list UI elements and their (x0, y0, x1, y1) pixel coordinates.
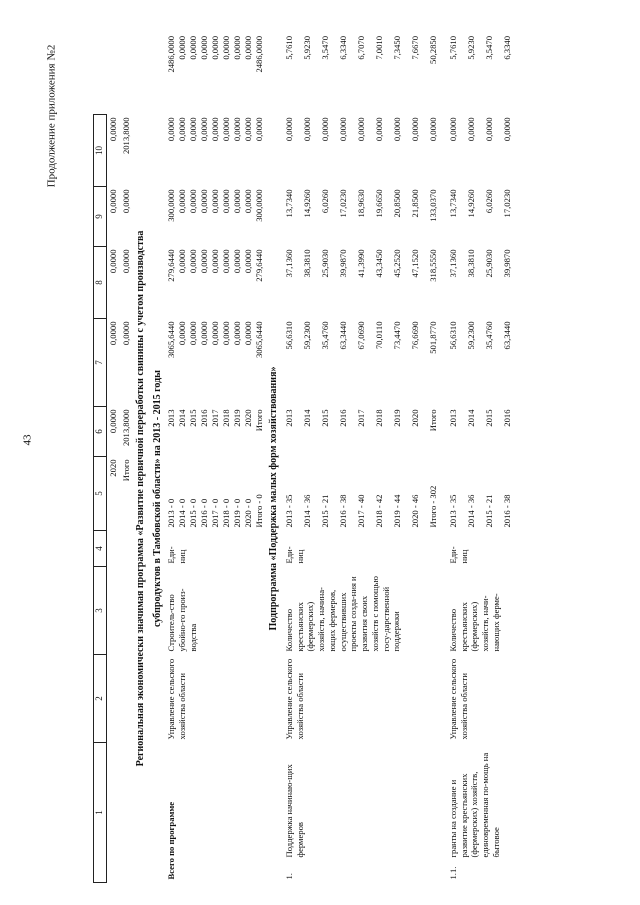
list-value: 0,0000 (199, 249, 210, 274)
table-row (447, 33, 521, 883)
list-value: 0,0000 (409, 117, 420, 142)
list-value: 0,0000 (337, 117, 348, 142)
list-value: 2019 - 0 (232, 498, 243, 528)
list-value: 0,0000 (199, 189, 210, 214)
list-value: 0,0000 (221, 321, 232, 346)
list-value: 6,3340 (501, 36, 512, 60)
list-value: Итого (254, 409, 265, 432)
list-value: 2013 - 35 (283, 494, 294, 528)
list-value: 21,8500 (409, 189, 420, 218)
list-value: 0,0000 (188, 249, 199, 274)
list-value: 0,0000 (221, 189, 232, 214)
list-value: 59,2300 (301, 321, 312, 350)
value-cell: 0,0000 (120, 249, 131, 274)
list-value: 300,0000 (166, 189, 177, 222)
list-value: 0,0000 (210, 36, 221, 60)
list-value: 5,9230 (301, 36, 312, 60)
unit: Еди-ниц (447, 546, 469, 564)
value-list (283, 115, 447, 187)
list-value: 0,0000 (391, 117, 402, 142)
list-value: 2018 - 0 (221, 498, 232, 528)
row-name: Поддержка начинаю-щих фермеров (283, 764, 305, 858)
list-value: 0,0000 (355, 117, 366, 142)
list-value: 0,0000 (232, 249, 243, 274)
list-value: 14,9260 (465, 189, 476, 218)
list-value: 279,6440 (254, 249, 265, 282)
list-value: 0,0000 (243, 117, 254, 142)
indicator-name: Количество крестьянских (фермерских) хозяйств, начина-ющих фермеров, осуществивших проекты созда-ния и развития своих хозяйств с помощью госу-дарственной поддержки (283, 576, 402, 652)
indicator-name: Строитель-ство убойно-го произ-водства (166, 588, 198, 652)
list-value: 0,0000 (199, 321, 210, 346)
list-value: 0,0000 (166, 117, 177, 142)
list-value: 2486,0000 (254, 36, 265, 73)
list-value: 2016 - 38 (501, 494, 512, 528)
list-value: 0,0000 (221, 117, 232, 142)
list-value: 2013 - 35 (447, 494, 458, 528)
list-value: 43,3450 (373, 249, 384, 278)
list-value: 2014 - 36 (465, 494, 476, 528)
list-value: 17,0230 (501, 189, 512, 218)
list-value: 2014 (301, 409, 312, 427)
list-value: Итого (427, 409, 438, 432)
responsible-org: Управление сельского хозяйства области (283, 658, 305, 740)
list-value: 0,0000 (373, 117, 384, 142)
list-value: 0,0000 (210, 189, 221, 214)
list-value: 18,9630 (355, 189, 366, 218)
header-cell: 3 (94, 567, 107, 655)
header-cell: 10 (94, 115, 107, 187)
value-list (165, 247, 266, 319)
list-value: 2017 - 40 (355, 494, 366, 528)
list-value: 2015 - 0 (188, 498, 199, 528)
list-value: 0,0000 (447, 117, 458, 142)
unit: Еди-ниц (166, 546, 188, 564)
value-cell: 0,0000 (108, 249, 118, 274)
list-value: 2014 (177, 409, 188, 427)
row-number: 1. (283, 873, 294, 880)
list-value: 39,9870 (337, 249, 348, 278)
list-value: 0,0000 (501, 117, 512, 142)
list-value: 2016 (337, 409, 348, 427)
subprogram-title: Подпрограмма «Поддержка малых форм хозяйствования» (268, 366, 280, 631)
table-row (283, 33, 447, 883)
list-value: 7,3450 (391, 36, 402, 60)
list-value: 0,0000 (177, 249, 188, 274)
year-list (283, 407, 447, 457)
list-value: 2017 (210, 409, 221, 427)
list-value: 2019 (232, 409, 243, 427)
row-number: 1.1. (447, 866, 458, 880)
header-cell: 2 (94, 655, 107, 743)
indicator-values (447, 457, 521, 531)
row-name: Всего по программе (166, 801, 177, 880)
list-value: 6,0260 (483, 189, 494, 214)
list-value: 76,6690 (409, 321, 420, 350)
top-year-row (107, 33, 120, 883)
year-cell: 2020 (108, 459, 118, 477)
list-value: 0,0000 (199, 36, 210, 60)
header-cell: 1 (94, 743, 107, 883)
list-value: 67,0690 (355, 321, 366, 350)
list-value: 2013 - 0 (166, 498, 177, 528)
list-value: 20,8500 (391, 189, 402, 218)
list-value: 2017 - 0 (210, 498, 221, 528)
responsible-org: Управление сельского хозяйства области (166, 658, 188, 740)
list-value: 50,2850 (427, 36, 438, 64)
list-value: 0,0000 (188, 117, 199, 142)
list-value: 2018 - 42 (373, 494, 384, 528)
value-list (447, 115, 521, 187)
list-value: 2020 (243, 409, 254, 427)
list-value: 2016 - 0 (199, 498, 210, 528)
list-value: 501,8770 (427, 321, 438, 354)
list-value: 13,7340 (283, 189, 294, 218)
list-value: 37,1360 (283, 249, 294, 278)
list-value: 0,0000 (177, 36, 188, 60)
list-value: 0,0000 (243, 36, 254, 60)
list-value: 0,0000 (210, 117, 221, 142)
total-list (283, 319, 447, 407)
header-cell: 7 (94, 319, 107, 407)
list-value: 2016 (501, 409, 512, 427)
list-value: 6,7070 (355, 36, 366, 60)
top-total-row (120, 33, 133, 883)
total-cell: 2013,8000 (120, 409, 131, 447)
header-cell: 5 (94, 457, 107, 531)
table-row (165, 33, 266, 883)
rotated-table-page (93, 33, 613, 883)
list-value: 0,0000 (254, 117, 265, 142)
list-value: 2020 - 0 (243, 498, 254, 528)
list-value: 2013 (283, 409, 294, 427)
list-value: 3,5470 (483, 36, 494, 60)
value-cell: 0,0000 (120, 321, 131, 346)
row-name: гранты на создание и развитие крестьянских (фермерских) хозяйств, единовременная по-мощь на бытовое (447, 752, 501, 858)
list-value: 2013 (166, 409, 177, 427)
list-value: Итого - 302 (427, 485, 438, 528)
header-cell: 9 (94, 187, 107, 247)
list-value: 0,0000 (232, 117, 243, 142)
list-value: 2015 (188, 409, 199, 427)
appendix-continuation: Продолжение приложения №2 (45, 44, 58, 188)
list-value: 0,0000 (232, 36, 243, 60)
list-value: 318,5550 (427, 249, 438, 282)
list-value: 0,0000 (301, 117, 312, 142)
list-value: 70,0110 (373, 321, 384, 350)
list-value: 0,0000 (177, 189, 188, 214)
list-value: 56,6310 (283, 321, 294, 350)
list-value: 37,1360 (447, 249, 458, 278)
list-value: 5,7610 (283, 36, 294, 60)
list-value: 0,0000 (283, 117, 294, 142)
indicator-values (283, 457, 447, 531)
list-value: 19,6650 (373, 189, 384, 218)
list-value: 0,0000 (243, 189, 254, 214)
list-value: 133,0370 (427, 189, 438, 222)
value-cell: 2013,8000 (120, 117, 131, 155)
total-cell: 0,0000 (108, 409, 118, 434)
list-value: 2018 (373, 409, 384, 427)
list-value: 2018 (221, 409, 232, 427)
list-value: 14,9260 (301, 189, 312, 218)
subprogram-title-row (266, 33, 283, 883)
list-value: 3065,6440 (166, 321, 177, 359)
total-list (447, 319, 521, 407)
list-value: 2014 - 0 (177, 498, 188, 528)
list-value: 2016 (199, 409, 210, 427)
list-value: 0,0000 (465, 117, 476, 142)
list-value: 6,3340 (337, 36, 348, 60)
column-number-row (94, 33, 107, 883)
list-value: 2014 (465, 409, 476, 427)
header-cell: 8 (94, 247, 107, 319)
list-value: 7,6670 (409, 36, 420, 60)
value-list (165, 187, 266, 247)
unit: Еди-ниц (283, 546, 305, 564)
list-value: 2020 (409, 409, 420, 427)
list-value: 0,0000 (483, 117, 494, 142)
list-value: 2014 - 36 (301, 494, 312, 528)
list-value: 38,3810 (465, 249, 476, 278)
list-value: 2019 (391, 409, 402, 427)
list-value: Итого - 0 (254, 494, 265, 528)
program-title: Региональная экономически значимая программа «Развитие первичной переработки свинины с учетом производства (135, 230, 147, 767)
year-cell: Итого (120, 459, 131, 482)
list-value: 0,0000 (210, 249, 221, 274)
program-title-row-2 (149, 33, 166, 883)
list-value: 0,0000 (199, 117, 210, 142)
program-title-row (132, 33, 149, 883)
value-list (447, 33, 521, 115)
list-value: 300,0000 (254, 189, 265, 222)
list-value: 0,0000 (188, 36, 199, 60)
total-list (165, 319, 266, 407)
list-value: 56,6310 (447, 321, 458, 350)
header-cell: 6 (94, 407, 107, 457)
list-value: 0,0000 (188, 321, 199, 346)
list-value: 0,0000 (232, 189, 243, 214)
value-cell: 0,0000 (120, 189, 131, 214)
program-title-2: субпродуктов в Тамбовской области» на 2013 - 2015 годы (151, 370, 163, 628)
value-list (283, 33, 447, 115)
value-list (447, 247, 521, 319)
list-value: 2015 (483, 409, 494, 427)
list-value: 47,1520 (409, 249, 420, 278)
list-value: 0,0000 (210, 321, 221, 346)
list-value: 41,3990 (355, 249, 366, 278)
list-value: 2015 - 21 (319, 494, 330, 528)
list-value: 73,4470 (391, 321, 402, 350)
list-value: 2013 (447, 409, 458, 427)
responsible-org: Управление сельского хозяйства области (447, 658, 469, 740)
list-value: 0,0000 (232, 321, 243, 346)
list-value: 3065,6440 (254, 321, 265, 359)
indicator-values (165, 457, 266, 531)
year-list (165, 407, 266, 457)
list-value: 0,0000 (188, 189, 199, 214)
year-list (447, 407, 521, 457)
value-list (165, 33, 266, 115)
list-value: 5,9230 (465, 36, 476, 60)
list-value: 2017 (355, 409, 366, 427)
list-value: 2020 - 46 (409, 494, 420, 528)
value-cell: 0,0000 (108, 189, 118, 214)
list-value: 0,0000 (319, 117, 330, 142)
list-value: 2015 (319, 409, 330, 427)
list-value: 0,0000 (221, 249, 232, 274)
list-value: 63,3440 (337, 321, 348, 350)
list-value: 7,0010 (373, 36, 384, 60)
value-list (283, 187, 447, 247)
list-value: 2486,0000 (166, 36, 177, 73)
list-value: 59,2300 (465, 321, 476, 350)
value-cell: 0,0000 (108, 117, 118, 142)
list-value: 13,7340 (447, 189, 458, 218)
list-value: 39,9870 (501, 249, 512, 278)
list-value: 0,0000 (177, 117, 188, 142)
list-value: 2019 - 44 (391, 494, 402, 528)
value-list (283, 247, 447, 319)
list-value: 5,7610 (447, 36, 458, 60)
list-value: 63,3440 (501, 321, 512, 350)
list-value: 6,0260 (319, 189, 330, 214)
page-number: 43 (21, 434, 34, 446)
list-value: 0,0000 (243, 249, 254, 274)
value-list (165, 115, 266, 187)
list-value: 25,9030 (483, 249, 494, 278)
list-value: 0,0000 (427, 117, 438, 142)
list-value: 45,2520 (391, 249, 402, 278)
program-table (93, 33, 521, 883)
list-value: 0,0000 (177, 321, 188, 346)
indicator-name: Количество крестьянских (фермерских) хозяйств, начи-нающих ферме- (447, 593, 501, 652)
list-value: 25,9030 (319, 249, 330, 278)
list-value: 17,0230 (337, 189, 348, 218)
value-list (447, 187, 521, 247)
value-cell: 0,0000 (108, 321, 118, 346)
list-value: 2016 - 38 (337, 494, 348, 528)
list-value: 279,6440 (166, 249, 177, 282)
list-value: 2015 - 21 (483, 494, 494, 528)
list-value: 35,4760 (483, 321, 494, 350)
list-value: 3,5470 (319, 36, 330, 60)
list-value: 35,4760 (319, 321, 330, 350)
list-value: 0,0000 (243, 321, 254, 346)
header-cell: 4 (94, 531, 107, 567)
list-value: 38,3810 (301, 249, 312, 278)
list-value: 0,0000 (221, 36, 232, 60)
